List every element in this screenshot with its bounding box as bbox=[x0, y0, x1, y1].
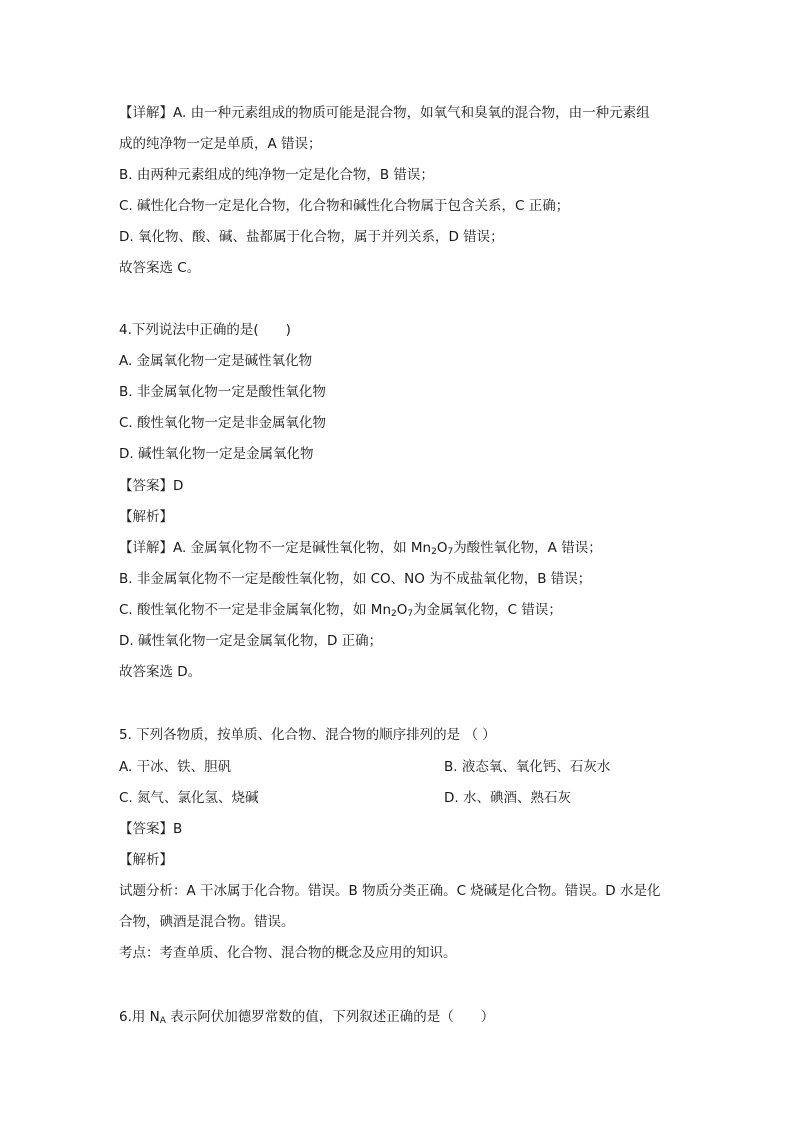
q5-answer: 【答案】B bbox=[119, 821, 183, 837]
q3-conclusion: 故答案选 C。 bbox=[119, 260, 201, 276]
q5-options-row2 bbox=[119, 789, 679, 807]
q3-detail-line2: 成的纯净物一定是单质，A 错误； bbox=[119, 136, 322, 152]
q3-detail-c: C. 碱性化合物一定是化合物，化合物和碱性化合物属于包含关系，C 正确； bbox=[119, 198, 570, 214]
q4-option-b: B. 非金属氧化物一定是酸性氧化物 bbox=[119, 384, 326, 400]
q4-option-d: D. 碱性氧化物一定是金属氧化物 bbox=[119, 446, 314, 462]
q6-stem: 6.用 $N_A$ 表示阿伏加德罗常数的值，下列叙述正确的是（ ） bbox=[119, 1009, 495, 1026]
q3-detail-b: B. 由两种元素组成的纯净物一定是化合物，B 错误； bbox=[119, 167, 434, 183]
q5-stem: 5. 下列各物质，按单质、化合物、混合物的顺序排列的是 （ ） bbox=[119, 727, 496, 743]
q5-analysis-line2: 合物，碘酒是混合物。错误。 bbox=[119, 914, 295, 930]
q3-detail-d: D. 氧化物、酸、碱、盐都属于化合物，属于并列关系，D 错误； bbox=[119, 229, 504, 245]
q5-option-a: A. 干冰、铁、胆矾 bbox=[119, 759, 232, 775]
q4-analysis-tag: 【解析】 bbox=[119, 509, 173, 525]
q4-detail-d: D. 碱性氧化物一定是金属氧化物，D 正确； bbox=[119, 633, 383, 649]
q5-kaodian: 考点：考查单质、化合物、混合物的概念及应用的知识。 bbox=[119, 945, 457, 961]
q4-detail-a: 【详解】A. 金属氧化物不一定是碱性氧化物，如 $Mn_2O_7$为酸性氧化物，A 错误； bbox=[119, 540, 602, 557]
q5-option-d: D. 水、碘酒、熟石灰 bbox=[444, 790, 571, 806]
q4-conclusion: 故答案选 D。 bbox=[119, 664, 202, 680]
q5-analysis-tag: 【解析】 bbox=[119, 852, 173, 868]
q4-stem: 4.下列说法中正确的是( ) bbox=[119, 322, 291, 338]
q4-answer: 【答案】D bbox=[119, 478, 184, 494]
q4-detail-b: B. 非金属氧化物不一定是酸性氧化物，如 CO、NO 为不成盐氧化物，B 错误； bbox=[119, 571, 592, 587]
q5-option-c: C. 氮气、氯化氢、烧碱 bbox=[119, 790, 259, 806]
q5-analysis-line1: 试题分析：A 干冰属于化合物。错误。B 物质分类正确。C 烧碱是化合物。错误。D 水是化 bbox=[119, 883, 661, 899]
q5-options-row1 bbox=[119, 758, 679, 776]
q4-option-c: C. 酸性氧化物一定是非金属氧化物 bbox=[119, 415, 327, 431]
q5-option-b: B. 液态氧、氧化钙、石灰水 bbox=[444, 759, 611, 775]
q4-option-a: A. 金属氧化物一定是碱性氧化物 bbox=[119, 353, 313, 369]
q4-detail-c: C. 酸性氧化物不一定是非金属氧化物，如 $Mn_2O_7$为金属氧化物，C 错误； bbox=[119, 602, 562, 619]
q3-detail-line1: 【详解】A. 由一种元素组成的物质可能是混合物，如氧气和臭氧的混合物，由一种元素组 bbox=[119, 105, 650, 121]
